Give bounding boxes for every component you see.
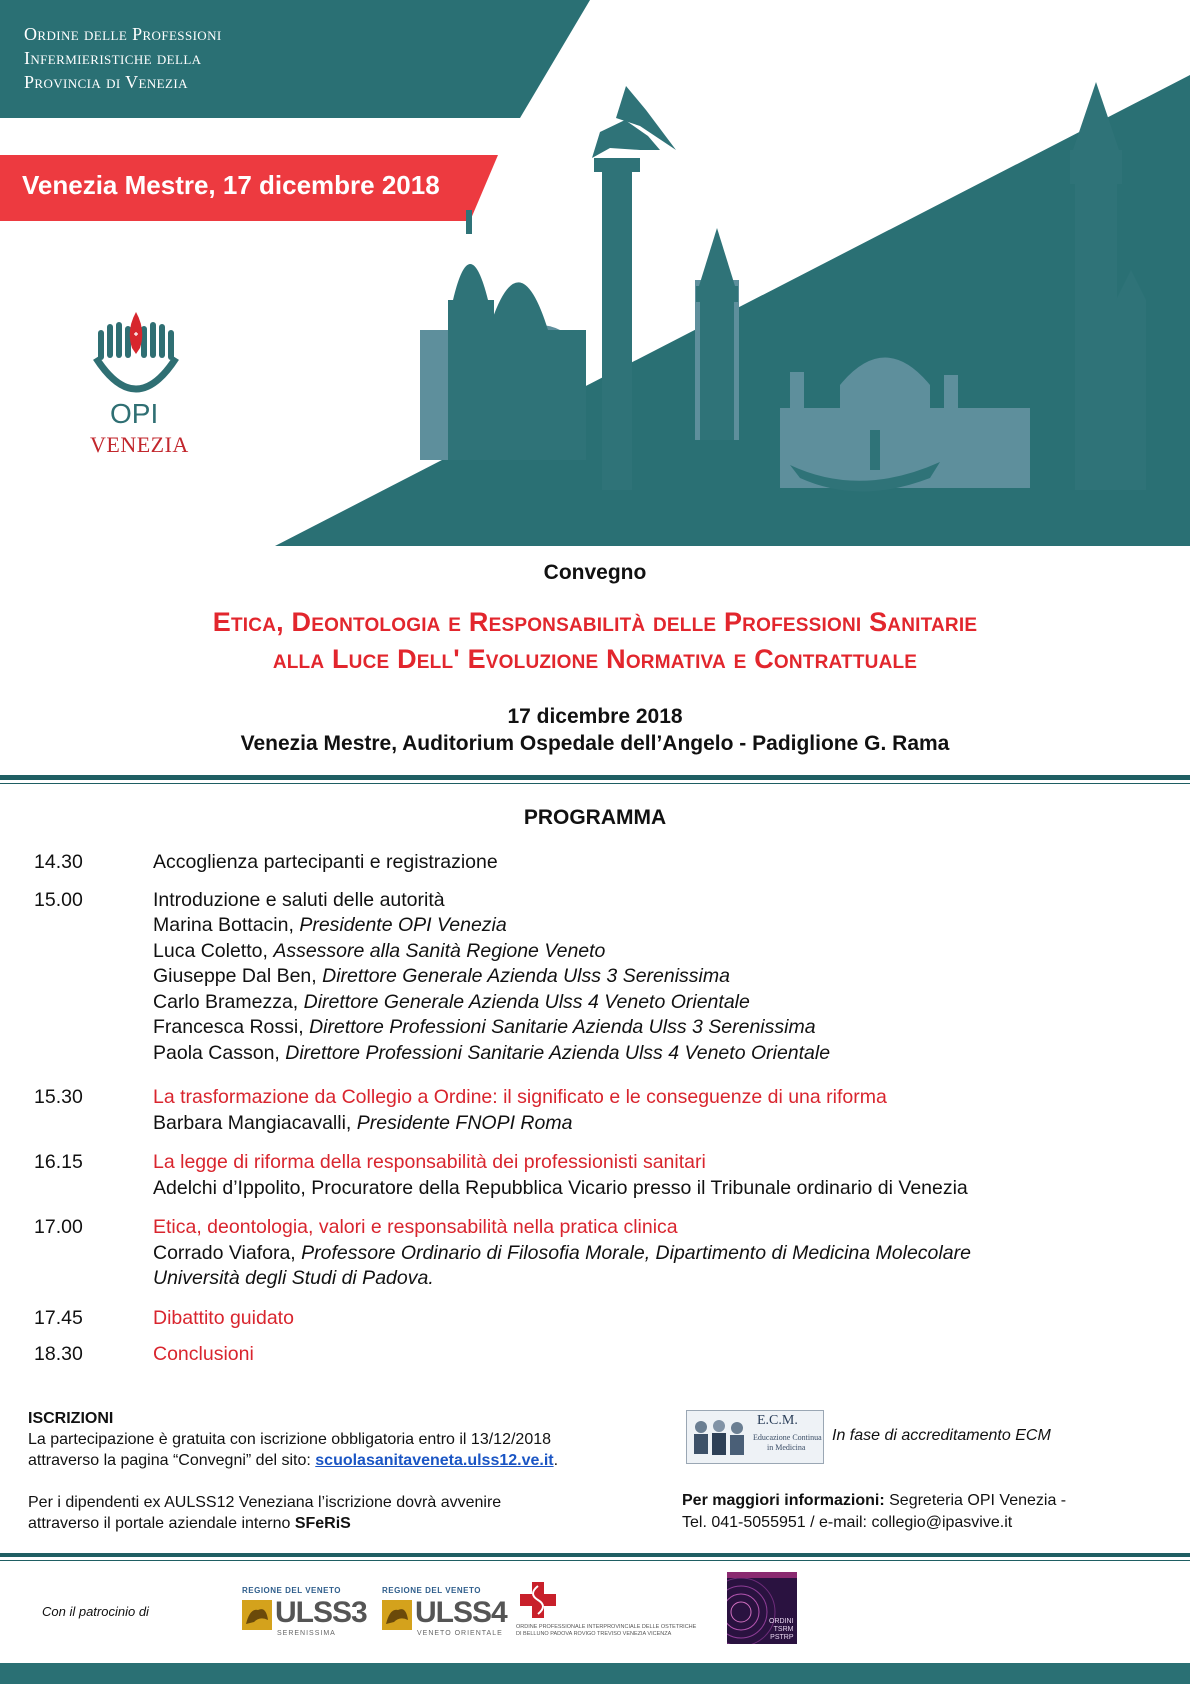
event-venue: Venezia Mestre, Auditorium Ospedale dell’Angelo - Padiglione G. Rama [240,732,950,755]
item-topic: Etica, deontologia, valori e responsabilità nella pratica clinica [153,1216,678,1238]
speaker: Barbara Mangiacavalli, Presidente FNOPI Roma [153,1111,573,1134]
speaker: Corrado Viafora, Professore Ordinario di Filosofia Morale, Dipartimento di Medicina Molecolare [153,1241,971,1264]
item-topic: La legge di riforma della responsabilità dei professionisti sanitari [153,1151,706,1173]
caduceus-cross-icon [518,1580,558,1620]
programme-item [34,1306,1154,1332]
event-title-line2: alla Luce Dell' Evoluzione Normativa e Contrattuale [272,644,918,674]
programme-heading: PROGRAMMA [523,806,667,829]
ecm-people-icon [691,1417,751,1457]
registration-line1: La partecipazione è gratuita con iscrizione obbligatoria entro il 13/12/2018 [28,1431,552,1448]
divider-footer [0,1553,1190,1557]
event-kind: Convegno [543,561,647,584]
registration-link[interactable]: scuolasanitaveneta.ulss12.ve.it [315,1452,554,1469]
item-topic: Dibattito guidato [153,1306,294,1329]
item-topic: Conclusioni [153,1343,254,1365]
speaker: Adelchi d’Ippolito, Procuratore della Repubblica Vicario presso il Tribunale ordinario di Venezia [153,1176,968,1199]
logo-opi-word: OPI [110,398,159,429]
programme-list [34,850,1154,1368]
ecm-status: In fase di accreditamento ECM [832,1427,1051,1444]
registration-section [28,1408,558,1534]
speaker: Paola Casson, Direttore Professioni Sanitarie Azienda Ulss 4 Veneto Orientale [153,1041,831,1064]
divider-footer-thin [0,1560,1190,1561]
organization-name: Ordine delle Professioni Infermieristiche della Provincia di Venezia [24,24,222,92]
event-date: 17 dicembre 2018 [507,705,683,728]
portal-name: SFeRiS [294,1515,351,1532]
patronage-label: Con il patrocinio di [42,1604,149,1619]
item-topic: Accoglienza partecipanti e registrazione [153,851,498,873]
programme-item [34,1215,1154,1292]
speaker: Marina Bottacin, Presidente OPI Venezia [153,914,507,936]
programme-item [34,1085,1154,1136]
item-time: 15.00 [34,888,83,911]
divider-top-thin [0,783,1190,784]
registration-line3: Per i dipendenti ex AULSS12 Veneziana l’iscrizione dovrà avvenire [28,1494,502,1511]
speaker: Giuseppe Dal Ben, Direttore Generale Azienda Ulss 3 Serenissima [153,965,730,987]
programme-item [34,850,1154,876]
info-label: Per maggiori informazioni: [682,1492,885,1509]
veneto-lion-icon [242,1600,272,1630]
item-time: 17.00 [34,1216,83,1238]
ecm-logo-sub1: Educazione Continua [753,1433,822,1442]
ulss3-logo: REGIONE DEL VENETO ULSS3 SERENISSIMA [242,1586,367,1637]
speaker: Francesca Rossi, Direttore Professioni Sanitarie Azienda Ulss 3 Serenissima [153,1016,816,1038]
divider-top [0,775,1190,780]
item-topic: Introduzione e saluti delle autorità [153,888,445,911]
item-time: 17.45 [34,1306,83,1329]
tsrm-logo: ORDINI TSRM PSTRP [727,1572,797,1644]
programme-item [34,888,1154,1067]
speaker: Università degli Studi di Padova. [153,1267,434,1289]
item-topic: La trasformazione da Collegio a Ordine: il significato e le conseguenze di una riforma [153,1086,887,1108]
footer-bar [0,1663,1190,1684]
item-time: 14.30 [34,851,83,873]
opi-hands-emblem [88,310,184,402]
ecm-logo [686,1410,824,1464]
item-time: 18.30 [34,1343,83,1365]
ecm-logo-sub2: in Medicina [767,1443,806,1452]
ordine-ostetriche-logo: ORDINE PROFESSIONALE INTERPROVINCIALE DELLE OSTETRICHE DI BELLUNO PADOVA ROVIGO TREVISO VENEZIA VICENZA [516,1580,700,1640]
ulss4-logo: REGIONE DEL VENETO ULSS4 VENETO ORIENTALE [382,1586,507,1637]
registration-heading: ISCRIZIONI [28,1410,114,1427]
date-banner: Venezia Mestre, 17 dicembre 2018 [22,170,440,200]
ecm-logo-title: E.C.M. [757,1413,798,1428]
info-section: Per maggiori informazioni: Segreteria OPI Venezia - Tel. 041-5055951 / e-mail: collegio@ipasvive.it [682,1490,1066,1534]
item-time: 15.30 [34,1086,83,1108]
item-time: 16.15 [34,1151,83,1173]
speaker: Carlo Bramezza, Direttore Generale Azienda Ulss 4 Veneto Orientale [153,990,750,1013]
info-contacts: Tel. 041-5055951 / e-mail: collegio@ipasvive.it [682,1514,1013,1531]
speaker: Luca Coletto, Assessore alla Sanità Regione Veneto [153,939,606,962]
logo-city: VENEZIA [90,432,189,457]
registration-line4: attraverso il portale aziendale interno SFeRiS [28,1515,351,1532]
registration-line2: attraverso la pagina “Convegni” del sito: scuolasanitaveneta.ulss12.ve.it. [28,1452,559,1469]
programme-item [34,1342,1154,1368]
event-title-line1: Etica, Deontologia e Responsabilità delle Professioni Sanitarie [212,607,978,637]
veneto-lion-icon [382,1600,412,1630]
programme-item [34,1150,1154,1201]
